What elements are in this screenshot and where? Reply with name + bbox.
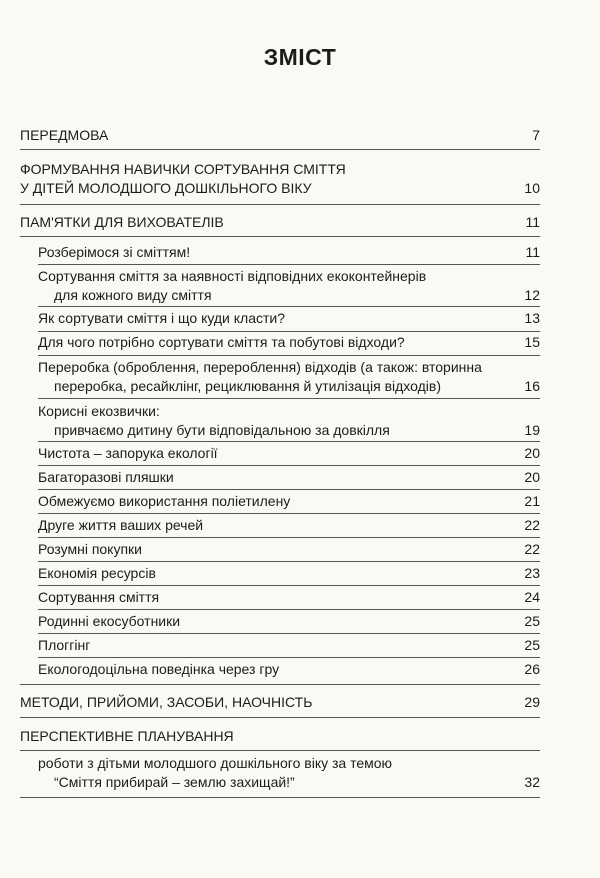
page-title: ЗМІСТ — [263, 44, 337, 70]
toc-page-number: 20 — [524, 445, 540, 461]
toc-page-number: 19 — [524, 422, 540, 438]
toc-subitem[interactable] — [38, 402, 540, 440]
toc-page-number: 11 — [525, 244, 540, 260]
subitem-divider — [38, 331, 540, 332]
toc-subitem[interactable] — [38, 243, 540, 262]
toc-section-label: МЕТОДИ, ПРИЙОМИ, ЗАСОБИ, НАОЧНІСТЬ — [20, 694, 313, 710]
toc-subitem-label: Розумні покупки — [38, 541, 142, 557]
toc-page-number: 15 — [524, 334, 540, 350]
section-divider — [20, 717, 540, 718]
toc-subitem-label: Плоггінг — [38, 637, 91, 653]
section-divider — [20, 750, 540, 751]
toc-subitem-label: Економія ресурсів — [38, 565, 156, 581]
toc-subitem[interactable] — [38, 444, 540, 463]
toc-subitem-label: Для чого потрібно сортувати сміття та побутові відходи? — [38, 334, 405, 350]
toc-subitem-label: Переробка (оброблення, перероблення) відходів (а також: вторинна — [38, 359, 482, 375]
toc-subitem-label-line2: для кожного виду сміття — [54, 287, 212, 303]
toc-subitem[interactable] — [38, 660, 540, 679]
toc-section-label: ПЕРЕДМОВА — [20, 127, 109, 143]
toc-subitem-label: Сортування сміття — [38, 589, 160, 605]
subitem-divider — [38, 306, 540, 307]
toc-subitem-label-line2: переробка, ресайклінг, рециклювання й утилізація відходів) — [54, 378, 441, 394]
toc-subitem-label: Як сортувати сміття і що куди класти? — [38, 310, 286, 326]
section-divider — [20, 684, 540, 685]
subitem-divider — [38, 465, 540, 466]
toc-subitem[interactable] — [38, 540, 540, 559]
toc-section-methods[interactable] — [20, 693, 540, 712]
subitem-divider — [38, 513, 540, 514]
toc-page-number: 26 — [524, 661, 540, 677]
toc-page-number: 13 — [524, 310, 540, 326]
toc-subitem-label-line2: привчаємо дитину бути відповідальною за довкілля — [54, 422, 390, 438]
toc-subitem[interactable] — [38, 588, 540, 607]
subitem-divider — [38, 633, 540, 634]
toc-subitem-label: Корисні екозвички: — [38, 403, 160, 419]
toc-section-label: ПЕРСПЕКТИВНЕ ПЛАНУВАННЯ — [20, 728, 234, 744]
toc-subitem[interactable] — [38, 612, 540, 631]
section-divider — [20, 149, 540, 150]
toc-subitem-label: Чистота – запорука екології — [38, 445, 218, 461]
toc-page-number: 10 — [524, 180, 540, 196]
toc-page-number: 25 — [524, 613, 540, 629]
toc-subitem-label: Сортування сміття за наявності відповідних екоконтейнерів — [38, 268, 427, 284]
toc-page-number: 32 — [524, 774, 540, 790]
toc-section-memos[interactable] — [20, 213, 540, 232]
subitem-divider — [38, 398, 540, 399]
toc-subitem[interactable] — [38, 516, 540, 535]
toc-page-number: 29 — [524, 694, 540, 710]
toc-subitem-label: Багаторазові пляшки — [38, 469, 174, 485]
toc-page-number: 22 — [524, 517, 540, 533]
toc-section-preface[interactable] — [20, 126, 540, 145]
toc-subitem[interactable] — [38, 564, 540, 583]
subitem-divider — [38, 609, 540, 610]
toc-page-number: 22 — [524, 541, 540, 557]
toc-subitem-label: Друге життя ваших речей — [38, 517, 204, 533]
toc-section-sorting-skills[interactable] — [20, 160, 540, 198]
toc-section-label: ФОРМУВАННЯ НАВИЧКИ СОРТУВАННЯ СМІТТЯ — [20, 161, 346, 177]
toc-subitem-label: Розберімося зі сміттям! — [38, 244, 191, 260]
subitem-divider — [38, 489, 540, 490]
toc-page-number: 12 — [524, 287, 540, 303]
subitem-divider — [38, 355, 540, 356]
toc-subitem-label-line2: “Сміття прибирай – землю захищай!” — [54, 774, 295, 790]
subitem-divider — [38, 441, 540, 442]
toc-page-number: 23 — [524, 565, 540, 581]
toc-subitem[interactable] — [38, 492, 540, 511]
toc-subitem[interactable] — [38, 309, 540, 328]
toc-subitem-label: роботи з дітьми молодшого дошкільного віку за темою — [38, 755, 393, 771]
section-divider — [20, 204, 540, 205]
toc-page-number: 24 — [524, 589, 540, 605]
toc-subitem-label: Родинні екосуботники — [38, 613, 181, 629]
toc-section-planning[interactable] — [20, 727, 540, 746]
subitem-divider — [38, 264, 540, 265]
toc-section-label: ПАМ'ЯТКИ ДЛЯ ВИХОВАТЕЛІВ — [20, 214, 224, 230]
subitem-divider — [38, 657, 540, 658]
toc-subitem[interactable] — [38, 333, 540, 352]
toc-subitem[interactable] — [38, 468, 540, 487]
toc-page-number: 20 — [524, 469, 540, 485]
subitem-divider — [38, 585, 540, 586]
toc-subitem[interactable] — [38, 636, 540, 655]
toc-page-number: 11 — [525, 214, 540, 230]
toc-subitem-label: Обмежуємо використання поліетилену — [38, 493, 291, 509]
toc-page-number: 25 — [524, 637, 540, 653]
section-divider — [20, 236, 540, 237]
subitem-divider — [38, 561, 540, 562]
subitem-divider — [38, 537, 540, 538]
section-divider — [20, 797, 540, 798]
toc-page-number: 16 — [524, 378, 540, 394]
toc-page-number: 21 — [524, 493, 540, 509]
toc-page-number: 7 — [532, 127, 540, 143]
toc-subitem[interactable] — [38, 358, 540, 396]
toc-subitem-planning[interactable] — [38, 754, 540, 792]
toc-section-label-line2: У ДІТЕЙ МОЛОДШОГО ДОШКІЛЬНОГО ВІКУ — [20, 180, 312, 196]
toc-subitem[interactable] — [38, 267, 540, 305]
toc-subitem-label: Екологодоцільна поведінка через гру — [38, 661, 280, 677]
